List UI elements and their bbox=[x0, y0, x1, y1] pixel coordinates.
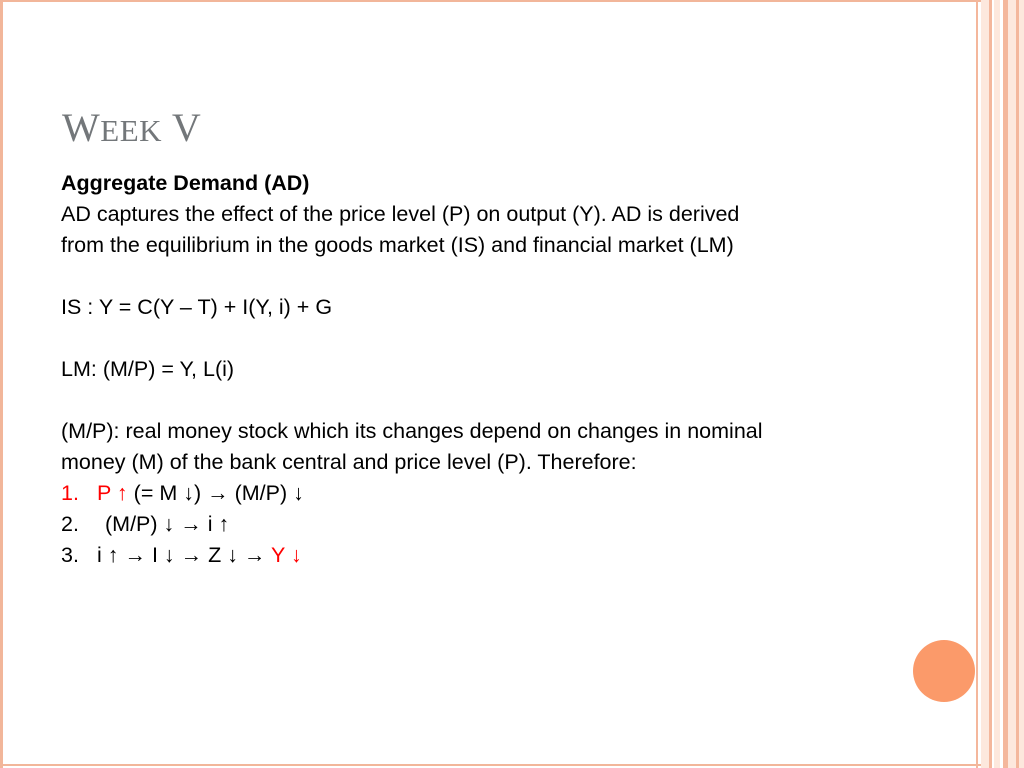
explanation-line-1: (M/P): real money stock which its changes depend on changes in nominal bbox=[61, 419, 763, 443]
right-stripe-band bbox=[994, 0, 1000, 768]
slide-body bbox=[61, 168, 941, 571]
spacer bbox=[61, 385, 941, 416]
section-heading: Aggregate Demand (AD) bbox=[61, 171, 310, 195]
title-numeral: V bbox=[171, 105, 202, 150]
title-first-letter: W bbox=[62, 105, 101, 150]
spacer bbox=[61, 323, 941, 354]
top-border bbox=[0, 0, 990, 2]
right-stripe-band bbox=[981, 0, 989, 768]
slide-title bbox=[62, 104, 201, 151]
list-item-3-red: Y ↓ bbox=[271, 543, 302, 567]
explanation-line-2: money (M) of the bank central and price level (P). Therefore: bbox=[61, 450, 637, 474]
is-equation: IS : Y = C(Y – T) + I(Y, i) + G bbox=[61, 295, 333, 319]
right-stripe-line bbox=[1003, 0, 1008, 768]
title-rest-word: EEK bbox=[100, 113, 163, 148]
list-item-3-text: i ↑ → I ↓ → Z ↓ → bbox=[97, 543, 272, 567]
intro-line-2: from the equilibrium in the goods market (IS) and financial market (LM) bbox=[61, 233, 734, 257]
list-item-2 bbox=[61, 509, 941, 540]
list-item-2-text: (M/P) ↓ → i ↑ bbox=[105, 512, 230, 536]
intro-line-1: AD captures the effect of the price level (P) on output (Y). AD is derived bbox=[61, 202, 740, 226]
list-number-1: 1. bbox=[61, 481, 79, 505]
list-item-3 bbox=[61, 540, 941, 571]
left-border bbox=[0, 0, 3, 768]
right-stripe-line bbox=[989, 0, 992, 768]
list-item-1-red: P ↑ bbox=[97, 481, 128, 505]
list-number-3: 3. bbox=[61, 543, 79, 567]
spacer bbox=[61, 261, 941, 292]
list-number-2: 2. bbox=[61, 512, 79, 536]
list-item-1 bbox=[61, 478, 941, 509]
decorative-circle bbox=[913, 640, 975, 702]
list-item-1-rest: (= M ↓) → (M/P) ↓ bbox=[127, 481, 304, 505]
lm-equation: LM: (M/P) = Y, L(i) bbox=[61, 357, 235, 381]
bottom-border bbox=[0, 764, 990, 766]
right-stripe-line bbox=[976, 0, 978, 768]
right-stripe-line bbox=[1016, 0, 1019, 768]
